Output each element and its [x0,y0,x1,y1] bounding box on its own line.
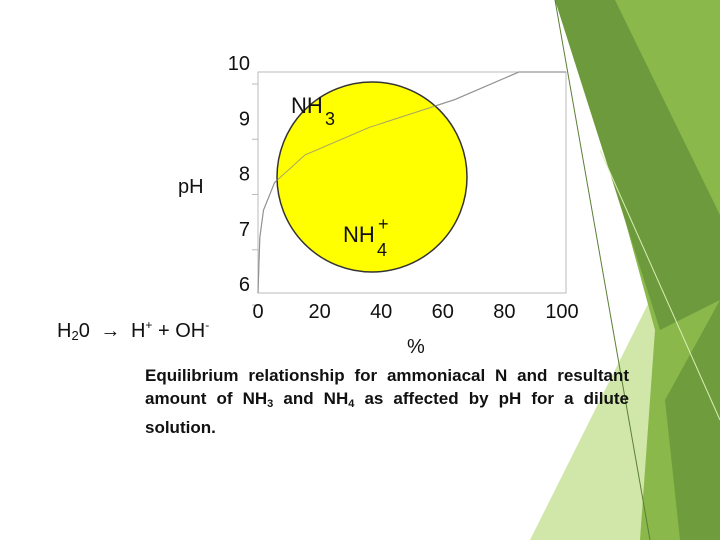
water-dissociation-equation [57,318,209,343]
x-tick-label: 100 [545,301,579,323]
x-tick-label: 40 [370,301,393,323]
y-tick-label: 9 [238,108,250,131]
equation-hydroxide: OH [175,320,206,342]
x-tick-label: 0 [252,301,264,323]
y-tick-label: 7 [238,218,250,241]
y-tick-label: 6 [238,274,250,296]
caption-text: and NH [273,389,349,408]
x-tick-label: 20 [308,301,331,323]
arrow-icon: → [100,320,121,342]
equation-water-subscript: 2 [71,328,79,343]
nh4-label-subscript: 4 [377,240,388,260]
x-tick-label: 80 [493,301,516,323]
nh3-label-subscript: 3 [325,109,336,129]
y-tick-label: 8 [238,163,250,186]
y-axis-title: pH [178,176,204,198]
equation-proton: H [130,320,146,342]
equation-water-tail: 0 [78,320,90,342]
x-axis-title: % [407,336,425,358]
equation-proton-charge: + [145,318,153,332]
x-tick-label: 60 [431,301,454,323]
y-tick-label: 10 [227,53,250,75]
figure-caption [145,364,629,439]
caption-text: Equilibrium relationship for ammoniacal N and resultant amount of NH [145,366,629,408]
caption-text: as affected by pH for a dilute solution. [145,389,629,437]
caption-subscript: 3 [267,398,274,410]
equation-plus: + [157,320,170,342]
nh4-label-base: NH [343,222,375,247]
nh3-label-base: NH [291,93,323,118]
caption-subscript: 4 [348,398,355,410]
equation-water: H [57,320,72,342]
equation-hydroxide-charge: - [205,318,210,332]
nh4-label-superscript: + [378,214,389,234]
